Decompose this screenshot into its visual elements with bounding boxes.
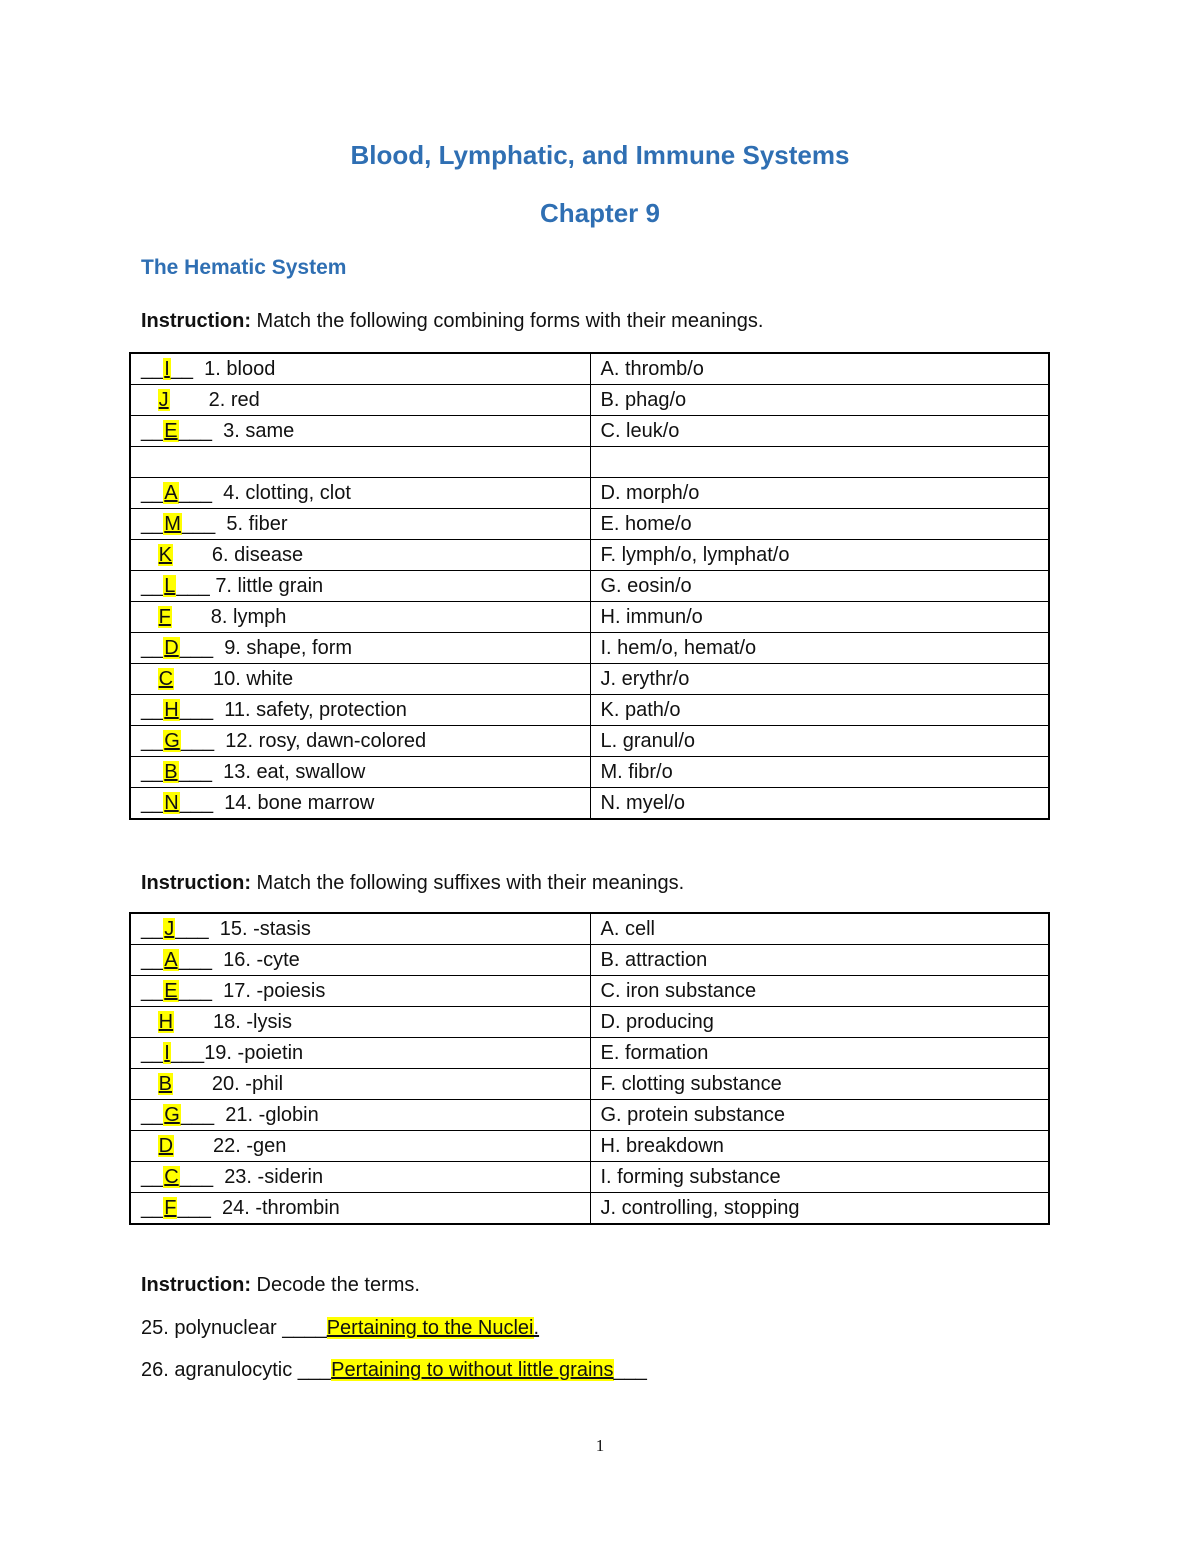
- table-row: [130, 478, 1049, 509]
- term-cell: [130, 1131, 590, 1162]
- option-cell: [590, 385, 1049, 416]
- decode-item-25: [141, 1317, 539, 1340]
- term-text: 5. fiber: [226, 513, 288, 535]
- table-row: [130, 571, 1049, 602]
- term-cell: [130, 509, 590, 540]
- option-cell: [590, 447, 1049, 478]
- term-cell: [130, 1193, 590, 1225]
- answer-blank: ___: [170, 1042, 205, 1064]
- decode-answer[interactable]: Pertaining to the Nuclei: [326, 1317, 534, 1339]
- answer-blank: [174, 668, 213, 690]
- decode-blank: .: [533, 1317, 540, 1339]
- document-title: Blood, Lymphatic, and Immune Systems: [350, 140, 850, 170]
- decode-blank: ___: [613, 1359, 647, 1381]
- answer-blank: [141, 1011, 158, 1033]
- answer-blank: [174, 1011, 213, 1033]
- answer-letter[interactable]: J: [158, 389, 169, 411]
- option-text: J. erythr/o: [600, 668, 690, 690]
- option-text: F. clotting substance: [600, 1073, 782, 1095]
- page-number: 1: [595, 1436, 605, 1455]
- answer-letter[interactable]: I: [164, 358, 170, 380]
- answer-blank: ___: [178, 482, 224, 504]
- answer-letter[interactable]: D: [158, 1135, 174, 1157]
- answer-blank: ___: [178, 949, 224, 971]
- answer-blank: ___: [179, 792, 225, 814]
- option-text: C. leuk/o: [600, 420, 680, 442]
- table-row: [130, 602, 1049, 633]
- answer-blank: __: [141, 420, 164, 442]
- answer-blank: ___: [180, 1104, 226, 1126]
- decode-term: 26. agranulocytic: [141, 1359, 298, 1381]
- answer-blank: ___: [178, 761, 224, 783]
- combining-forms-table: [129, 352, 1050, 820]
- term-text: 19. -poietin: [204, 1042, 304, 1064]
- option-text: G. eosin/o: [600, 575, 692, 597]
- answer-blank: ___: [176, 575, 216, 597]
- table-row: [130, 726, 1049, 757]
- answer-blank: __: [141, 730, 164, 752]
- answer-blank: ___: [178, 980, 224, 1002]
- answer-letter[interactable]: N: [164, 792, 179, 814]
- answer-blank: ___: [181, 513, 227, 535]
- answer-blank: __: [141, 637, 164, 659]
- term-cell: [130, 726, 590, 757]
- option-cell: [590, 571, 1049, 602]
- option-text: I. hem/o, hemat/o: [600, 637, 757, 659]
- term-cell: [130, 664, 590, 695]
- term-text: 23. -siderin: [224, 1166, 324, 1188]
- instruction-label: Instruction:: [141, 872, 251, 894]
- option-cell: [590, 1007, 1049, 1038]
- table-row: [130, 976, 1049, 1007]
- decode-blank: ___: [297, 1359, 332, 1381]
- option-cell: [590, 1100, 1049, 1131]
- table-row: [130, 1131, 1049, 1162]
- term-cell: [130, 788, 590, 820]
- option-text: I. forming substance: [600, 1166, 781, 1188]
- term-cell: [130, 1162, 590, 1193]
- answer-letter[interactable]: D: [164, 637, 179, 659]
- term-cell: [130, 913, 590, 945]
- term-text: 6. disease: [211, 544, 304, 566]
- table-row: [130, 1038, 1049, 1069]
- option-cell: [590, 478, 1049, 509]
- option-cell: [590, 664, 1049, 695]
- answer-letter[interactable]: J: [164, 918, 175, 940]
- term-text: 8. lymph: [210, 606, 287, 628]
- answer-blank: [141, 606, 158, 628]
- answer-letter[interactable]: A: [164, 949, 178, 971]
- answer-blank: [141, 1135, 158, 1157]
- answer-blank: __: [141, 761, 164, 783]
- answer-letter[interactable]: G: [164, 1104, 180, 1126]
- term-text: 16. -cyte: [223, 949, 300, 971]
- instruction-text: Match the following combining forms with their meanings.: [251, 310, 764, 332]
- option-cell: [590, 416, 1049, 447]
- term-cell: [130, 540, 590, 571]
- term-text: 17. -poiesis: [223, 980, 326, 1002]
- table-row: [130, 695, 1049, 726]
- answer-blank: ___: [179, 637, 225, 659]
- table-row: [130, 633, 1049, 664]
- answer-blank: [173, 544, 212, 566]
- answer-blank: [174, 1135, 213, 1157]
- option-cell: [590, 913, 1049, 945]
- answer-blank: [141, 544, 158, 566]
- answer-letter[interactable]: G: [164, 730, 180, 752]
- answer-blank: __: [141, 1166, 164, 1188]
- answer-blank: ___: [177, 1197, 222, 1219]
- answer-blank: [172, 606, 211, 628]
- decode-blank: ____: [282, 1317, 327, 1339]
- table-row: [130, 447, 1049, 478]
- term-text: 11. safety, protection: [224, 699, 407, 721]
- option-text: M. fibr/o: [600, 761, 673, 783]
- option-text: L. granul/o: [600, 730, 696, 752]
- answer-letter[interactable]: I: [164, 1042, 170, 1064]
- term-text: 10. white: [213, 668, 294, 690]
- option-cell: [590, 945, 1049, 976]
- option-text: A. cell: [600, 918, 655, 940]
- answer-letter[interactable]: M: [164, 513, 181, 535]
- instruction-text: Match the following suffixes with their meanings.: [251, 872, 685, 894]
- table-row: [130, 913, 1049, 945]
- term-cell: [130, 1069, 590, 1100]
- answer-blank: ___: [180, 730, 226, 752]
- term-text: 18. -lysis: [213, 1011, 292, 1033]
- decode-answer[interactable]: Pertaining to without little grains: [331, 1359, 614, 1381]
- term-cell: [130, 385, 590, 416]
- term-text: 21. -globin: [225, 1104, 319, 1126]
- term-text: 9. shape, form: [224, 637, 353, 659]
- term-text: 12. rosy, dawn-colored: [225, 730, 427, 752]
- section-heading: The Hematic System: [141, 256, 347, 279]
- answer-blank: [141, 389, 158, 411]
- term-text: 14. bone marrow: [224, 792, 375, 814]
- option-cell: [590, 726, 1049, 757]
- suffixes-table: [129, 912, 1050, 1225]
- table-row: [130, 1069, 1049, 1100]
- term-text: 15. -stasis: [219, 918, 311, 940]
- answer-blank: __: [141, 980, 164, 1002]
- instruction-suffixes: [141, 872, 684, 895]
- term-cell: [130, 602, 590, 633]
- answer-letter[interactable]: E: [164, 420, 178, 442]
- table-row: [130, 540, 1049, 571]
- option-text: G. protein substance: [600, 1104, 786, 1126]
- instruction-decode: [141, 1274, 420, 1297]
- term-cell: [130, 976, 590, 1007]
- option-cell: [590, 1193, 1049, 1225]
- answer-blank: __: [141, 792, 164, 814]
- option-cell: [590, 1069, 1049, 1100]
- option-cell: [590, 788, 1049, 820]
- option-text: H. immun/o: [600, 606, 703, 628]
- option-cell: [590, 633, 1049, 664]
- answer-letter[interactable]: C: [158, 668, 174, 690]
- term-text: 13. eat, swallow: [223, 761, 366, 783]
- option-text: K. path/o: [600, 699, 681, 721]
- answer-blank: __: [141, 482, 164, 504]
- answer-blank: __: [141, 575, 164, 597]
- term-cell: [130, 757, 590, 788]
- term-cell: [130, 571, 590, 602]
- answer-letter[interactable]: E: [164, 980, 178, 1002]
- option-text: F. lymph/o, lymphat/o: [600, 544, 790, 566]
- option-text: E. formation: [600, 1042, 709, 1064]
- answer-blank: [141, 668, 158, 690]
- option-cell: [590, 695, 1049, 726]
- answer-letter[interactable]: A: [164, 482, 178, 504]
- table-row: [130, 945, 1049, 976]
- option-text: H. breakdown: [600, 1135, 724, 1157]
- option-cell: [590, 976, 1049, 1007]
- term-text: 22. -gen: [213, 1135, 287, 1157]
- table-row: [130, 1193, 1049, 1225]
- answer-letter[interactable]: H: [158, 1011, 174, 1033]
- instruction-label: Instruction:: [141, 310, 251, 332]
- answer-blank: __: [141, 699, 164, 721]
- option-cell: [590, 540, 1049, 571]
- term-cell: [130, 633, 590, 664]
- answer-blank: ___: [175, 918, 220, 940]
- option-text: D. producing: [600, 1011, 714, 1033]
- option-text: B. phag/o: [600, 389, 687, 411]
- table-row: [130, 664, 1049, 695]
- term-text: 2. red: [208, 389, 260, 411]
- answer-blank: __: [141, 1197, 164, 1219]
- answer-blank: __: [141, 513, 164, 535]
- answer-blank: __: [141, 1104, 164, 1126]
- answer-blank: __: [141, 949, 164, 971]
- term-text: 7. little grain: [215, 575, 324, 597]
- answer-blank: __: [170, 358, 205, 380]
- term-cell: [130, 1007, 590, 1038]
- term-text: 4. clotting, clot: [223, 482, 351, 504]
- term-cell: [130, 416, 590, 447]
- instruction-label: Instruction:: [141, 1274, 251, 1296]
- option-text: J. controlling, stopping: [600, 1197, 800, 1219]
- option-cell: [590, 602, 1049, 633]
- answer-letter[interactable]: F: [158, 606, 171, 628]
- term-text: 20. -phil: [211, 1073, 284, 1095]
- answer-blank: __: [141, 1042, 164, 1064]
- answer-blank: ___: [179, 1166, 225, 1188]
- answer-letter[interactable]: B: [164, 761, 178, 783]
- answer-blank: [173, 1073, 212, 1095]
- answer-blank: __: [141, 918, 164, 940]
- decode-item-26: [141, 1359, 647, 1382]
- option-cell: [590, 757, 1049, 788]
- option-cell: [590, 353, 1049, 385]
- answer-letter[interactable]: B: [158, 1073, 173, 1095]
- option-text: D. morph/o: [600, 482, 700, 504]
- answer-blank: ___: [179, 699, 225, 721]
- term-text: 1. blood: [204, 358, 276, 380]
- term-cell: [130, 695, 590, 726]
- table-row: [130, 353, 1049, 385]
- answer-blank: [170, 389, 209, 411]
- table-row: [130, 788, 1049, 820]
- table-row: [130, 1100, 1049, 1131]
- answer-letter[interactable]: C: [164, 1166, 179, 1188]
- term-cell: [130, 447, 590, 478]
- term-text: 24. -thrombin: [221, 1197, 340, 1219]
- table-row: [130, 509, 1049, 540]
- option-text: C. iron substance: [600, 980, 757, 1002]
- option-cell: [590, 509, 1049, 540]
- option-text: A. thromb/o: [600, 358, 704, 380]
- table-row: [130, 757, 1049, 788]
- answer-blank: ___: [178, 420, 224, 442]
- term-cell: [130, 478, 590, 509]
- term-cell: [130, 353, 590, 385]
- term-cell: [130, 1038, 590, 1069]
- option-cell: [590, 1038, 1049, 1069]
- decode-term: 25. polynuclear: [141, 1317, 283, 1339]
- table-row: [130, 1007, 1049, 1038]
- table-row: [130, 416, 1049, 447]
- option-cell: [590, 1162, 1049, 1193]
- answer-letter[interactable]: K: [158, 544, 173, 566]
- term-cell: [130, 945, 590, 976]
- instruction-combining-forms: [141, 310, 763, 333]
- option-text: B. attraction: [600, 949, 708, 971]
- table-row: [130, 385, 1049, 416]
- chapter-title: Chapter 9: [540, 198, 660, 228]
- table-row: [130, 1162, 1049, 1193]
- answer-letter[interactable]: H: [164, 699, 179, 721]
- term-text: 3. same: [223, 420, 295, 442]
- option-text: E. home/o: [600, 513, 692, 535]
- option-text: N. myel/o: [600, 792, 685, 814]
- option-cell: [590, 1131, 1049, 1162]
- answer-letter[interactable]: L: [164, 575, 176, 597]
- answer-letter[interactable]: F: [164, 1197, 177, 1219]
- answer-blank: [141, 1073, 158, 1095]
- term-cell: [130, 1100, 590, 1131]
- answer-blank: __: [141, 358, 164, 380]
- instruction-text: Decode the terms.: [251, 1274, 420, 1296]
